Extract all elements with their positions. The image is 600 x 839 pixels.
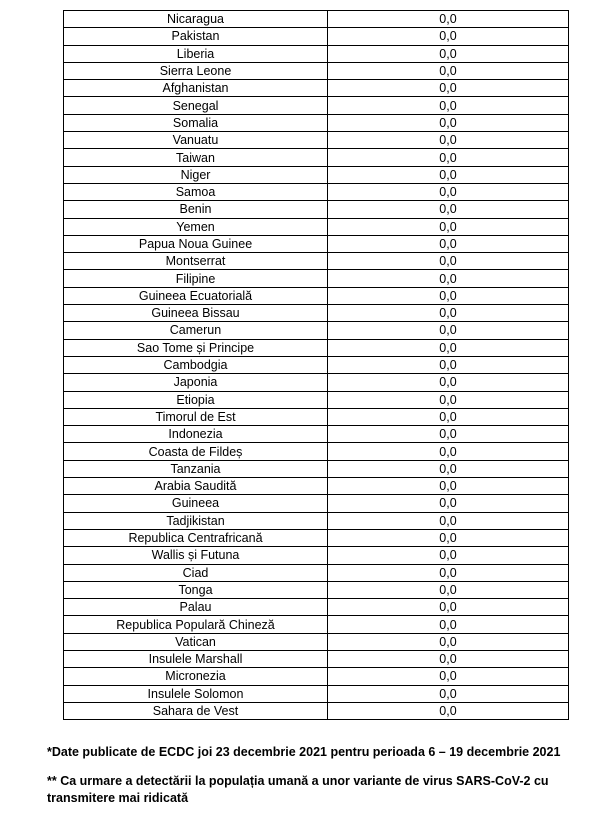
value-cell: 0,0	[328, 132, 569, 149]
value-cell: 0,0	[328, 633, 569, 650]
country-cell: Guineea Bissau	[64, 305, 328, 322]
table-row	[64, 97, 569, 114]
value-cell: 0,0	[328, 11, 569, 28]
table-row	[64, 512, 569, 529]
country-cell: Benin	[64, 201, 328, 218]
country-cell: Coasta de Fildeș	[64, 443, 328, 460]
table-row	[64, 218, 569, 235]
country-cell: Timorul de Est	[64, 408, 328, 425]
value-cell: 0,0	[328, 356, 569, 373]
country-cell: Montserrat	[64, 253, 328, 270]
table-body	[64, 11, 569, 720]
value-cell: 0,0	[328, 270, 569, 287]
footnote-variants: ** Ca urmare a detectării la populația umană a unor variante de virus SARS-CoV-2 cu transmitere mai ridicată	[47, 774, 549, 805]
country-cell: Ciad	[64, 564, 328, 581]
table-row	[64, 408, 569, 425]
country-cell: Sao Tome și Principe	[64, 339, 328, 356]
table-row	[64, 62, 569, 79]
country-cell: Camerun	[64, 322, 328, 339]
country-incidence-table	[63, 10, 569, 720]
country-cell: Cambodgia	[64, 356, 328, 373]
table-row	[64, 599, 569, 616]
country-cell: Micronezia	[64, 668, 328, 685]
table-row	[64, 495, 569, 512]
country-cell: Tadjikistan	[64, 512, 328, 529]
country-cell: Vatican	[64, 633, 328, 650]
value-cell: 0,0	[328, 80, 569, 97]
table-row	[64, 633, 569, 650]
table-row	[64, 581, 569, 598]
table-row	[64, 183, 569, 200]
value-cell: 0,0	[328, 287, 569, 304]
country-cell: Tanzania	[64, 460, 328, 477]
value-cell: 0,0	[328, 529, 569, 546]
country-cell: Insulele Solomon	[64, 685, 328, 702]
country-cell: Yemen	[64, 218, 328, 235]
country-cell: Somalia	[64, 114, 328, 131]
value-cell: 0,0	[328, 547, 569, 564]
value-cell: 0,0	[328, 668, 569, 685]
country-cell: Wallis și Futuna	[64, 547, 328, 564]
table-row	[64, 685, 569, 702]
value-cell: 0,0	[328, 408, 569, 425]
value-cell: 0,0	[328, 616, 569, 633]
value-cell: 0,0	[328, 495, 569, 512]
country-cell: Nicaragua	[64, 11, 328, 28]
country-cell: Niger	[64, 166, 328, 183]
country-cell: Sierra Leone	[64, 62, 328, 79]
country-cell: Pakistan	[64, 28, 328, 45]
value-cell: 0,0	[328, 599, 569, 616]
value-cell: 0,0	[328, 650, 569, 667]
value-cell: 0,0	[328, 322, 569, 339]
value-cell: 0,0	[328, 564, 569, 581]
table-row	[64, 356, 569, 373]
value-cell: 0,0	[328, 685, 569, 702]
footnote-ecdc-date: *Date publicate de ECDC joi 23 decembrie 2021 pentru perioada 6 – 19 decembrie 2021	[47, 745, 561, 759]
table-row	[64, 322, 569, 339]
value-cell: 0,0	[328, 183, 569, 200]
table-row	[64, 391, 569, 408]
country-cell: Liberia	[64, 45, 328, 62]
value-cell: 0,0	[328, 45, 569, 62]
table-row	[64, 166, 569, 183]
table-row	[64, 132, 569, 149]
table-row	[64, 11, 569, 28]
value-cell: 0,0	[328, 218, 569, 235]
value-cell: 0,0	[328, 114, 569, 131]
value-cell: 0,0	[328, 391, 569, 408]
country-cell: Palau	[64, 599, 328, 616]
table-row	[64, 426, 569, 443]
value-cell: 0,0	[328, 339, 569, 356]
value-cell: 0,0	[328, 426, 569, 443]
country-cell: Indonezia	[64, 426, 328, 443]
country-cell: Taiwan	[64, 149, 328, 166]
table-row	[64, 80, 569, 97]
country-cell: Samoa	[64, 183, 328, 200]
value-cell: 0,0	[328, 460, 569, 477]
table-row	[64, 443, 569, 460]
value-cell: 0,0	[328, 62, 569, 79]
value-cell: 0,0	[328, 305, 569, 322]
table-row	[64, 235, 569, 252]
value-cell: 0,0	[328, 253, 569, 270]
table-row	[64, 149, 569, 166]
country-cell: Senegal	[64, 97, 328, 114]
table-row	[64, 564, 569, 581]
table-row	[64, 374, 569, 391]
country-cell: Republica Centrafricană	[64, 529, 328, 546]
table-row	[64, 616, 569, 633]
value-cell: 0,0	[328, 581, 569, 598]
value-cell: 0,0	[328, 478, 569, 495]
table-row	[64, 305, 569, 322]
table-row	[64, 650, 569, 667]
value-cell: 0,0	[328, 235, 569, 252]
value-cell: 0,0	[328, 374, 569, 391]
table-row	[64, 287, 569, 304]
country-cell: Republica Populară Chineză	[64, 616, 328, 633]
table-row	[64, 668, 569, 685]
table-row	[64, 28, 569, 45]
table-row	[64, 460, 569, 477]
table-row	[64, 201, 569, 218]
country-cell: Afghanistan	[64, 80, 328, 97]
country-cell: Guineea	[64, 495, 328, 512]
table-row	[64, 270, 569, 287]
country-cell: Arabia Saudită	[64, 478, 328, 495]
country-cell: Filipine	[64, 270, 328, 287]
table-row	[64, 339, 569, 356]
country-cell: Tonga	[64, 581, 328, 598]
value-cell: 0,0	[328, 166, 569, 183]
value-cell: 0,0	[328, 512, 569, 529]
table-row	[64, 529, 569, 546]
value-cell: 0,0	[328, 149, 569, 166]
country-cell: Sahara de Vest	[64, 702, 328, 719]
table-row	[64, 547, 569, 564]
table-row	[64, 253, 569, 270]
table-row	[64, 45, 569, 62]
value-cell: 0,0	[328, 702, 569, 719]
country-cell: Papua Noua Guinee	[64, 235, 328, 252]
country-cell: Insulele Marshall	[64, 650, 328, 667]
value-cell: 0,0	[328, 28, 569, 45]
value-cell: 0,0	[328, 443, 569, 460]
country-cell: Etiopia	[64, 391, 328, 408]
country-cell: Guineea Ecuatorială	[64, 287, 328, 304]
value-cell: 0,0	[328, 201, 569, 218]
table-row	[64, 478, 569, 495]
value-cell: 0,0	[328, 97, 569, 114]
table-row	[64, 702, 569, 719]
country-cell: Vanuatu	[64, 132, 328, 149]
table-row	[64, 114, 569, 131]
country-cell: Japonia	[64, 374, 328, 391]
